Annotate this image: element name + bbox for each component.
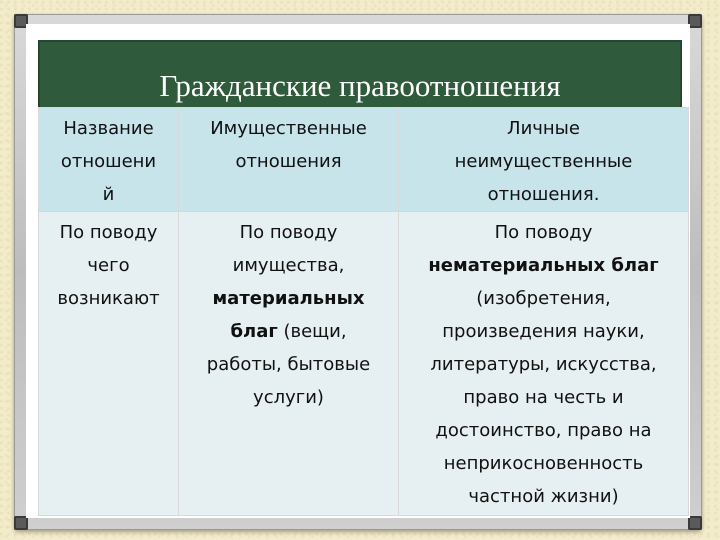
cell-text: По поводу (59, 222, 158, 243)
header-cell-personal (399, 108, 689, 212)
row-cell-label (39, 212, 179, 516)
table-header-row (39, 108, 689, 212)
cell-text: право на честь и (463, 387, 624, 408)
frame-corner-bottom-right (688, 516, 702, 530)
cell-text: (изобретения, (476, 288, 611, 309)
header-text: Название (63, 118, 154, 139)
header-text: Имущественные (210, 118, 367, 139)
header-text: Личные (507, 118, 580, 139)
cell-text: имущества, (232, 255, 345, 276)
cell-text: литературы, искусства, (430, 354, 657, 375)
table-row (39, 212, 689, 516)
cell-text: чего (87, 255, 130, 276)
header-text: отношени (60, 151, 157, 172)
frame-corner-top-right (688, 14, 702, 28)
frame-corner-bottom-left (14, 516, 28, 530)
header-text: й (102, 184, 115, 205)
row-cell-personal (399, 212, 689, 516)
cell-text-bold: благ (230, 321, 278, 342)
header-cell-property (179, 108, 399, 212)
cell-text: По поводу (239, 222, 338, 243)
row-cell-property (179, 212, 399, 516)
cell-text: (вещи, (277, 321, 347, 342)
cell-text: возникают (57, 288, 160, 309)
relations-table (38, 107, 689, 516)
header-text: отношения. (487, 184, 600, 205)
cell-text: достоинство, право на (435, 420, 652, 441)
page-title: Гражданские правоотношения (159, 68, 561, 103)
header-cell-name (39, 108, 179, 212)
cell-text: По поводу (494, 222, 593, 243)
cell-text: частной жизни) (468, 486, 619, 507)
cell-text: работы, бытовые (206, 354, 371, 375)
cell-line (179, 315, 398, 348)
header-text: отношения (235, 151, 342, 172)
cell-text-bold: материальных (212, 288, 365, 309)
cell-text: произведения науки, (442, 321, 645, 342)
cell-text: услуги) (253, 387, 324, 408)
cell-text: неприкосновенность (443, 453, 644, 474)
cell-text-bold: нематериальных благ (428, 255, 659, 276)
header-text: неимущественные (454, 151, 633, 172)
